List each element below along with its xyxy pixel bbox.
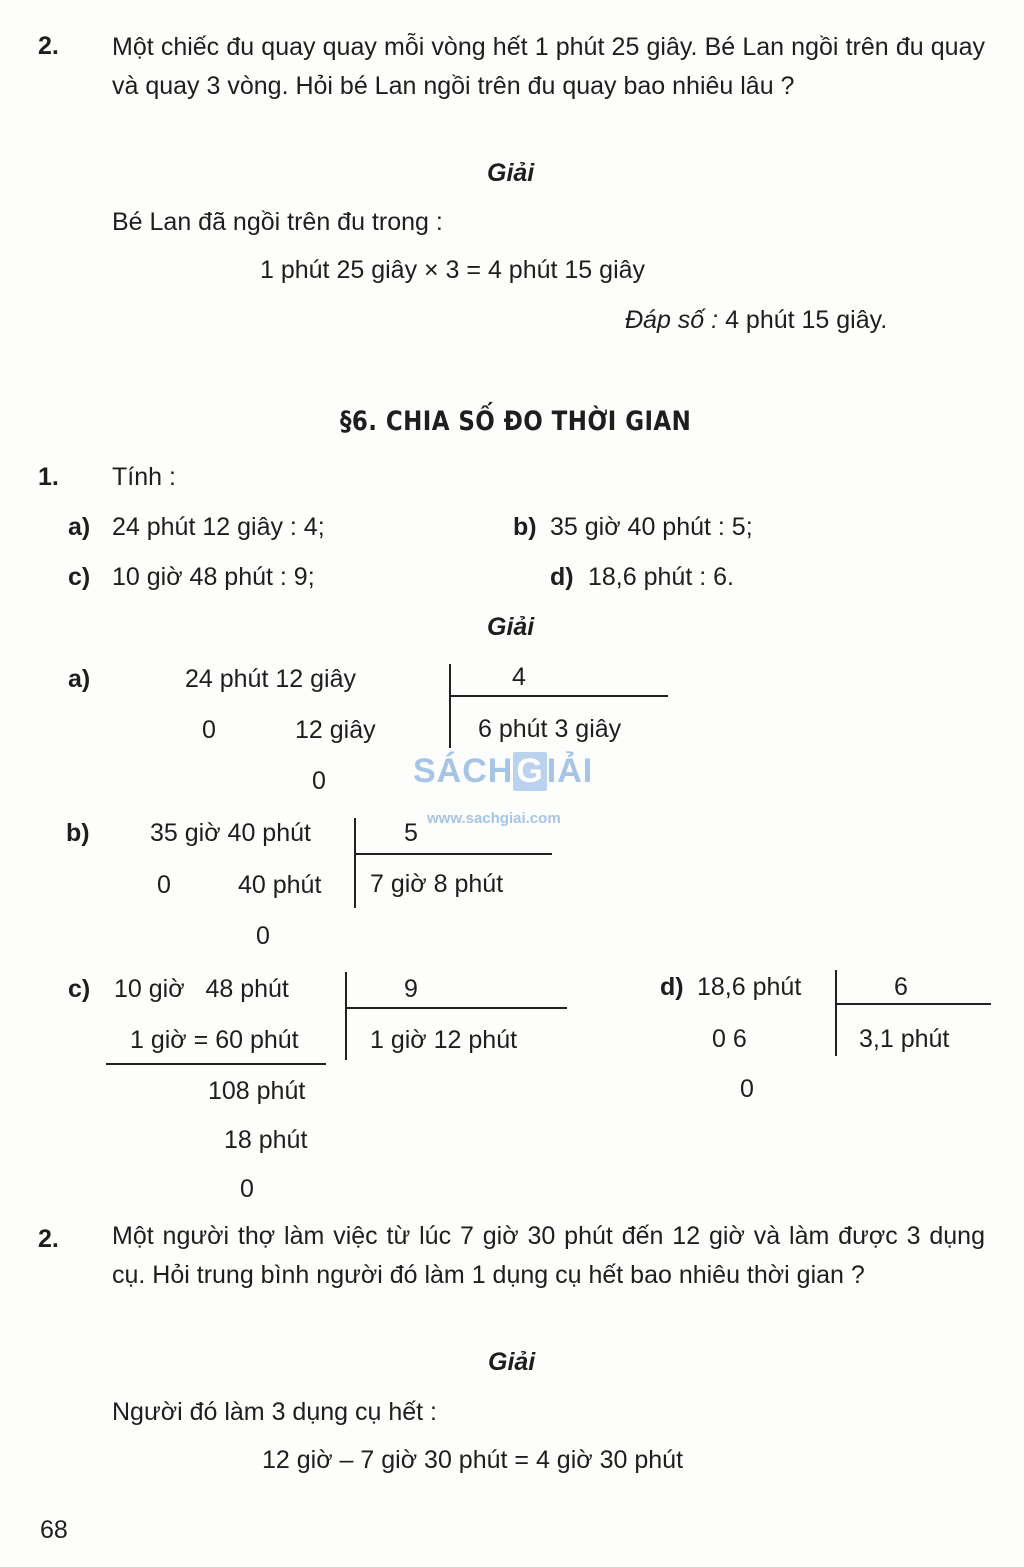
answer-label: Đáp số : bbox=[625, 306, 719, 334]
division-a-remainder: 12 giây bbox=[295, 716, 376, 744]
division-a-dividend: 24 phút 12 giây bbox=[185, 665, 356, 693]
division-c-remainder: 18 phút bbox=[224, 1126, 308, 1154]
exercise-number: 1. bbox=[38, 463, 59, 491]
item-label-b: b) bbox=[513, 513, 537, 541]
division-b-label: b) bbox=[66, 819, 90, 847]
division-d-label: d) bbox=[660, 973, 684, 1001]
answer-value: 4 phút 15 giây. bbox=[725, 306, 888, 334]
division-c-rule bbox=[345, 1007, 567, 1009]
item-label-a: a) bbox=[68, 513, 91, 541]
division-b-divisor: 5 bbox=[404, 819, 418, 847]
division-c-sum: 108 phút bbox=[208, 1077, 306, 1105]
division-b-dividend: 35 giờ 40 phút bbox=[150, 819, 311, 847]
division-b-remainder-left: 0 bbox=[157, 871, 171, 899]
solution-heading: Giải bbox=[488, 1348, 536, 1376]
division-d-remainder: 0 6 bbox=[712, 1025, 747, 1053]
division-a-divisor: 4 bbox=[512, 663, 526, 691]
division-b-bar bbox=[354, 818, 356, 908]
exercise-number: 2. bbox=[38, 1225, 59, 1253]
division-a-label: a) bbox=[68, 665, 91, 693]
division-d-rule bbox=[835, 1003, 991, 1005]
division-d-quotient: 3,1 phút bbox=[859, 1025, 950, 1053]
division-d-divisor: 6 bbox=[894, 973, 908, 1001]
item-label-d: d) bbox=[550, 563, 574, 591]
division-c-label: c) bbox=[68, 975, 91, 1003]
division-a-bar bbox=[449, 664, 451, 748]
problem-text: Một chiếc đu quay quay mỗi vòng hết 1 phút 25 giây. Bé Lan ngồi trên đu quay và quay 3 vòng. Hỏi bé Lan ngồi trên đu quay bao nhiêu lâu ? bbox=[112, 33, 985, 100]
division-d-bar bbox=[835, 970, 837, 1056]
division-b-remainder: 40 phút bbox=[238, 871, 322, 899]
division-a-remainder-left: 0 bbox=[202, 716, 216, 744]
division-c-bar bbox=[345, 972, 347, 1060]
item-text-a: 24 phút 12 giây : 4; bbox=[112, 513, 325, 541]
division-c-final-remainder: 0 bbox=[240, 1175, 254, 1203]
division-a-quotient: 6 phút 3 giây bbox=[478, 715, 622, 743]
division-b-quotient: 7 giờ 8 phút bbox=[370, 870, 504, 898]
solution-line: Bé Lan đã ngồi trên đu trong : bbox=[112, 208, 443, 236]
division-c-sum-rule bbox=[106, 1063, 326, 1065]
solution-line: Người đó làm 3 dụng cụ hết : bbox=[112, 1398, 437, 1426]
division-b-final-remainder: 0 bbox=[256, 922, 270, 950]
section-title: §6. CHIA SỐ ĐO THỜI GIAN bbox=[340, 406, 692, 437]
division-c-quotient: 1 giờ 12 phút bbox=[370, 1026, 518, 1054]
division-c-dividend: 10 giờ 48 phút bbox=[114, 975, 289, 1003]
solution-heading: Giải bbox=[487, 159, 535, 187]
page-number: 68 bbox=[40, 1516, 68, 1544]
item-label-c: c) bbox=[68, 563, 91, 591]
division-d-final-remainder: 0 bbox=[740, 1075, 754, 1103]
watermark-logo: SÁCHGIẢI bbox=[413, 752, 594, 790]
division-c-divisor: 9 bbox=[404, 975, 418, 1003]
answer bbox=[625, 305, 887, 335]
exercise-intro: Tính : bbox=[112, 463, 176, 491]
division-a-rule bbox=[449, 695, 668, 697]
division-b-rule bbox=[354, 853, 552, 855]
item-text-d: 18,6 phút : 6. bbox=[588, 563, 734, 591]
problem-number: 2. bbox=[38, 32, 59, 60]
item-text-c: 10 giờ 48 phút : 9; bbox=[112, 563, 315, 591]
solution-calc: 12 giờ – 7 giờ 30 phút = 4 giờ 30 phút bbox=[262, 1446, 684, 1474]
watermark-url: www.sachgiai.com bbox=[427, 810, 561, 827]
division-d-dividend: 18,6 phút bbox=[697, 973, 802, 1001]
exercise-text: Một người thợ làm việc từ lúc 7 giờ 30 phút đến 12 giờ và làm được 3 dụng cụ. Hỏi trung bình người đó làm 1 dụng cụ hết bao nhiêu thời gian ? bbox=[112, 1222, 985, 1289]
division-c-conversion: 1 giờ = 60 phút bbox=[130, 1026, 299, 1054]
solution-heading: Giải bbox=[487, 613, 535, 641]
item-text-b: 35 giờ 40 phút : 5; bbox=[550, 513, 753, 541]
solution-calc: 1 phút 25 giây × 3 = 4 phút 15 giây bbox=[260, 256, 646, 284]
division-a-final-remainder: 0 bbox=[312, 767, 326, 795]
